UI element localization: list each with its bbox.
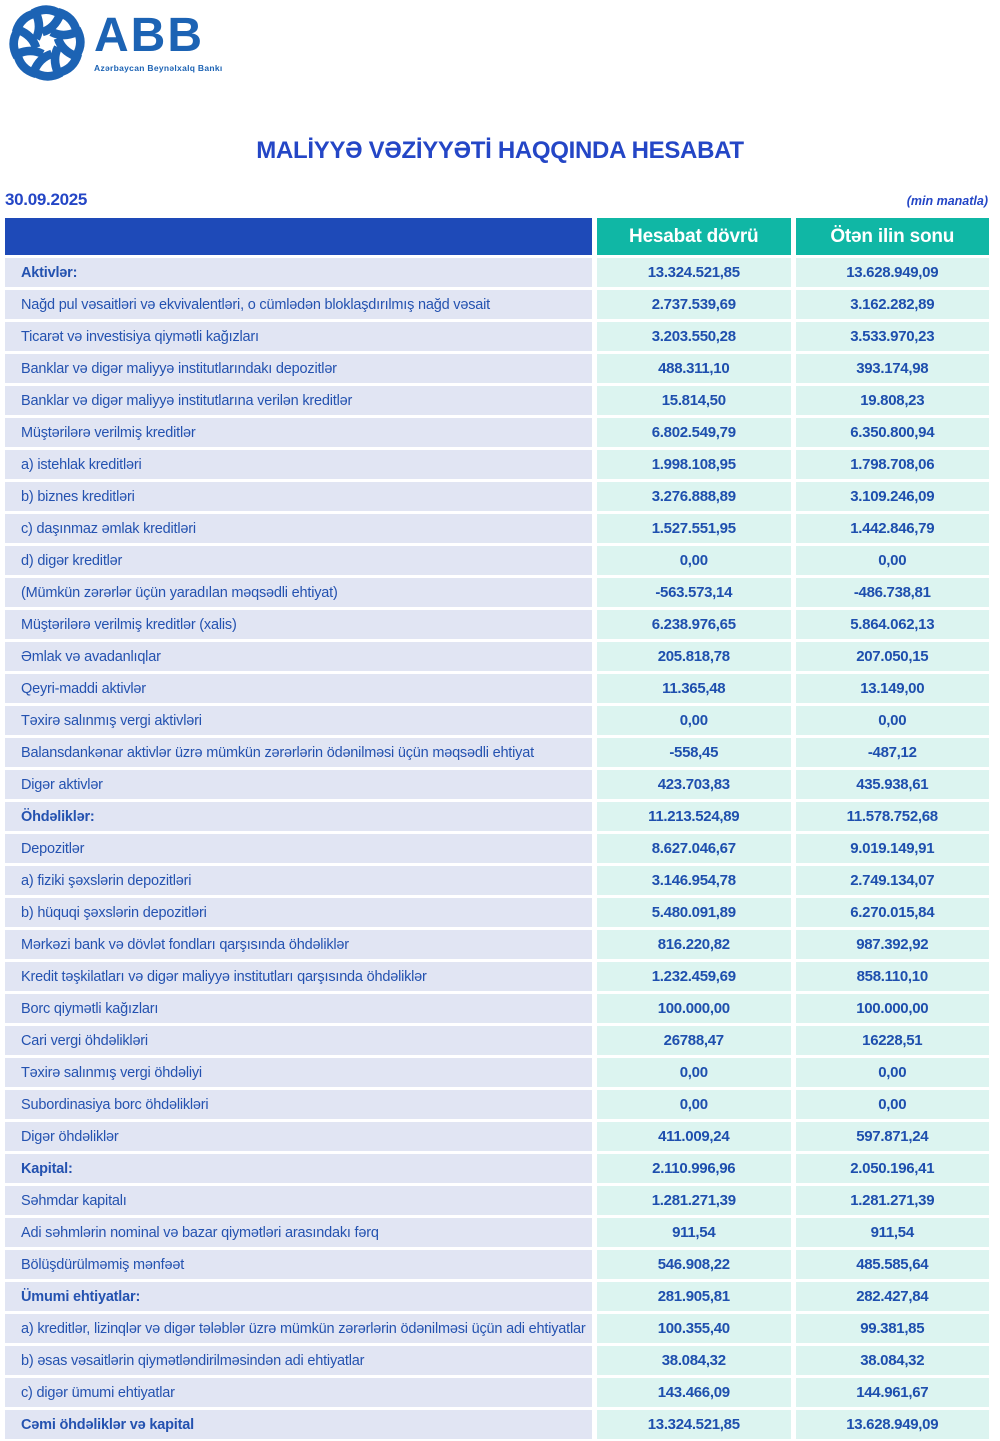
table-row: [5, 1250, 989, 1279]
row-label: b) hüquqi şəxslərin depozitləri: [5, 898, 592, 927]
row-value-current: 1.998.108,95: [597, 450, 791, 479]
abb-logo: [6, 4, 223, 82]
row-label: Digər aktivlər: [5, 770, 592, 799]
row-label: Müştərilərə verilmiş kreditlər: [5, 418, 592, 447]
row-value-current: 1.527.551,95: [597, 514, 791, 543]
row-value-previous: 16228,51: [796, 1026, 990, 1055]
row-value-previous: 144.961,67: [796, 1378, 990, 1407]
abb-logo-text: [94, 9, 223, 73]
row-value-previous: 6.350.800,94: [796, 418, 990, 447]
table-row: [5, 354, 989, 383]
row-value-current: 1.281.271,39: [597, 1186, 791, 1215]
row-value-previous: 987.392,92: [796, 930, 990, 959]
table-row: [5, 610, 989, 639]
row-value-previous: 3.533.970,23: [796, 322, 990, 351]
row-value-previous: 282.427,84: [796, 1282, 990, 1311]
table-row: [5, 386, 989, 415]
table-row: [5, 706, 989, 735]
table-row: [5, 674, 989, 703]
row-label: Nağd pul vəsaitləri və ekvivalentləri, o cümlədən bloklaşdırılmış nağd vəsait: [5, 290, 592, 319]
table-row: [5, 1186, 989, 1215]
header-band-spacer: [5, 218, 592, 255]
row-value-previous: 13.628.949,09: [796, 1410, 990, 1439]
row-label: Mərkəzi bank və dövlət fondları qarşısında öhdəliklər: [5, 930, 592, 959]
table-row: [5, 258, 989, 287]
row-value-current: 3.276.888,89: [597, 482, 791, 511]
row-value-current: 0,00: [597, 706, 791, 735]
table-row: [5, 1218, 989, 1247]
row-label: Təxirə salınmış vergi aktivləri: [5, 706, 592, 735]
row-value-previous: 0,00: [796, 546, 990, 575]
row-value-previous: 5.864.062,13: [796, 610, 990, 639]
row-label: Əmlak və avadanlıqlar: [5, 642, 592, 671]
table-row: [5, 450, 989, 479]
row-value-current: 2.110.996,96: [597, 1154, 791, 1183]
table-row: [5, 1346, 989, 1375]
row-value-current: 143.466,09: [597, 1378, 791, 1407]
row-value-previous: 435.938,61: [796, 770, 990, 799]
page-title: MALİYYƏ VƏZİYYƏTİ HAQQINDA HESABAT: [256, 137, 744, 164]
table-header-row: [5, 218, 989, 255]
table-row: [5, 802, 989, 831]
row-value-current: 38.084,32: [597, 1346, 791, 1375]
row-label: Balansdankənar aktivlər üzrə mümkün zərərlərin ödənilməsi üçün məqsədli ehtiyat: [5, 738, 592, 767]
row-label: Banklar və digər maliyyə institutlarına verilən kreditlər: [5, 386, 592, 415]
row-value-previous: 13.628.949,09: [796, 258, 990, 287]
row-value-previous: 19.808,23: [796, 386, 990, 415]
row-value-previous: 6.270.015,84: [796, 898, 990, 927]
row-value-previous: 485.585,64: [796, 1250, 990, 1279]
row-value-current: 411.009,24: [597, 1122, 791, 1151]
row-label: Borc qiymətli kağızları: [5, 994, 592, 1023]
row-value-previous: 1.281.271,39: [796, 1186, 990, 1215]
table-row: [5, 930, 989, 959]
table-row: [5, 482, 989, 511]
row-label: Cəmi öhdəliklər və kapital: [5, 1410, 592, 1439]
row-value-previous: 99.381,85: [796, 1314, 990, 1343]
row-value-current: 11.365,48: [597, 674, 791, 703]
table-row: [5, 1378, 989, 1407]
row-value-current: 6.802.549,79: [597, 418, 791, 447]
row-value-previous: 38.084,32: [796, 1346, 990, 1375]
row-label: d) digər kreditlər: [5, 546, 592, 575]
row-label: Adi səhmlərin nominal və bazar qiymətləri arasındakı fərq: [5, 1218, 592, 1247]
row-value-previous: 393.174,98: [796, 354, 990, 383]
row-value-previous: -486.738,81: [796, 578, 990, 607]
row-value-current: 15.814,50: [597, 386, 791, 415]
table-row: [5, 1090, 989, 1119]
row-label: Ümumi ehtiyatlar:: [5, 1282, 592, 1311]
row-value-current: 423.703,83: [597, 770, 791, 799]
row-label: (Mümkün zərərlər üçün yaradılan məqsədli ehtiyat): [5, 578, 592, 607]
table-row: [5, 514, 989, 543]
row-value-current: 0,00: [597, 1090, 791, 1119]
row-value-previous: 207.050,15: [796, 642, 990, 671]
row-label: Cari vergi öhdəlikləri: [5, 1026, 592, 1055]
row-value-previous: 0,00: [796, 1090, 990, 1119]
row-value-current: 2.737.539,69: [597, 290, 791, 319]
row-value-current: 911,54: [597, 1218, 791, 1247]
report-date: 30.09.2025: [5, 190, 88, 209]
row-value-current: 0,00: [597, 1058, 791, 1087]
row-value-current: 6.238.976,65: [597, 610, 791, 639]
row-value-current: 205.818,78: [597, 642, 791, 671]
table-row: [5, 834, 989, 863]
table-row: [5, 578, 989, 607]
table-row: [5, 1026, 989, 1055]
table-row: [5, 738, 989, 767]
row-value-previous: 2.050.196,41: [796, 1154, 990, 1183]
row-label: a) istehlak kreditləri: [5, 450, 592, 479]
table-row: [5, 1410, 989, 1439]
row-value-previous: 100.000,00: [796, 994, 990, 1023]
row-value-previous: 3.109.246,09: [796, 482, 990, 511]
table-row: [5, 418, 989, 447]
table-row: [5, 994, 989, 1023]
financial-position-table: [5, 218, 989, 1441]
row-label: b) biznes kreditləri: [5, 482, 592, 511]
row-value-current: 3.203.550,28: [597, 322, 791, 351]
row-value-current: 100.000,00: [597, 994, 791, 1023]
row-value-previous: 13.149,00: [796, 674, 990, 703]
table-row: [5, 962, 989, 991]
row-value-previous: 9.019.149,91: [796, 834, 990, 863]
row-value-current: -558,45: [597, 738, 791, 767]
table-row: [5, 770, 989, 799]
table-row: [5, 290, 989, 319]
row-label: Öhdəliklər:: [5, 802, 592, 831]
row-value-current: -563.573,14: [597, 578, 791, 607]
column-header-previous-year-end: Ötən ilin sonu: [796, 218, 990, 255]
row-label: Digər öhdəliklər: [5, 1122, 592, 1151]
table-row: [5, 866, 989, 895]
row-value-previous: 0,00: [796, 706, 990, 735]
row-value-current: 281.905,81: [597, 1282, 791, 1311]
row-label: c) digər ümumi ehtiyatlar: [5, 1378, 592, 1407]
table-row: [5, 898, 989, 927]
abb-swirl-icon: [6, 4, 88, 82]
row-label: Müştərilərə verilmiş kreditlər (xalis): [5, 610, 592, 639]
row-value-current: 1.232.459,69: [597, 962, 791, 991]
row-label: b) əsas vəsaitlərin qiymətləndirilməsindən adi ehtiyatlar: [5, 1346, 592, 1375]
row-label: Depozitlər: [5, 834, 592, 863]
table-row: [5, 1058, 989, 1087]
row-label: Ticarət və investisiya qiymətli kağızları: [5, 322, 592, 351]
table-row: [5, 1154, 989, 1183]
row-value-current: 488.311,10: [597, 354, 791, 383]
row-label: a) kreditlər, lizinqlər və digər tələblər üzrə mümkün zərərlərin ödənilməsi üçün adi ehtiyatlar: [5, 1314, 592, 1343]
row-label: Kredit təşkilatları və digər maliyyə institutları qarşısında öhdəliklər: [5, 962, 592, 991]
row-value-current: 8.627.046,67: [597, 834, 791, 863]
row-value-current: 11.213.524,89: [597, 802, 791, 831]
row-value-current: 3.146.954,78: [597, 866, 791, 895]
row-label: Təxirə salınmış vergi öhdəliyi: [5, 1058, 592, 1087]
table-row: [5, 642, 989, 671]
row-value-current: 26788,47: [597, 1026, 791, 1055]
row-label: c) daşınmaz əmlak kreditləri: [5, 514, 592, 543]
row-value-current: 546.908,22: [597, 1250, 791, 1279]
row-label: Banklar və digər maliyyə institutlarındakı depozitlər: [5, 354, 592, 383]
table-row: [5, 546, 989, 575]
row-value-previous: -487,12: [796, 738, 990, 767]
table-row: [5, 1282, 989, 1311]
abb-wordmark: ABB: [94, 9, 204, 62]
row-value-previous: 11.578.752,68: [796, 802, 990, 831]
table-row: [5, 1314, 989, 1343]
row-value-current: 816.220,82: [597, 930, 791, 959]
row-value-previous: 1.798.708,06: [796, 450, 990, 479]
row-value-previous: 597.871,24: [796, 1122, 990, 1151]
row-value-current: 0,00: [597, 546, 791, 575]
column-header-current-period: Hesabat dövrü: [597, 218, 791, 255]
row-label: Bölüşdürülməmiş mənfəət: [5, 1250, 592, 1279]
row-value-previous: 911,54: [796, 1218, 990, 1247]
table-body: [5, 258, 989, 1439]
row-value-current: 13.324.521,85: [597, 1410, 791, 1439]
table-row: [5, 1122, 989, 1151]
row-label: Kapital:: [5, 1154, 592, 1183]
row-value-current: 5.480.091,89: [597, 898, 791, 927]
table-row: [5, 322, 989, 351]
row-value-current: 13.324.521,85: [597, 258, 791, 287]
row-label: Aktivlər:: [5, 258, 592, 287]
row-value-previous: 0,00: [796, 1058, 990, 1087]
row-value-current: 100.355,40: [597, 1314, 791, 1343]
row-label: Səhmdar kapitalı: [5, 1186, 592, 1215]
row-label: Qeyri-maddi aktivlər: [5, 674, 592, 703]
row-value-previous: 3.162.282,89: [796, 290, 990, 319]
row-value-previous: 2.749.134,07: [796, 866, 990, 895]
abb-logo-subtitle: Azərbaycan Beynəlxalq Bankı: [94, 63, 223, 73]
row-label: Subordinasiya borc öhdəlikləri: [5, 1090, 592, 1119]
row-value-previous: 1.442.846,79: [796, 514, 990, 543]
unit-note: (min manatla): [906, 194, 988, 208]
row-label: a) fiziki şəxslərin depozitləri: [5, 866, 592, 895]
row-value-previous: 858.110,10: [796, 962, 990, 991]
